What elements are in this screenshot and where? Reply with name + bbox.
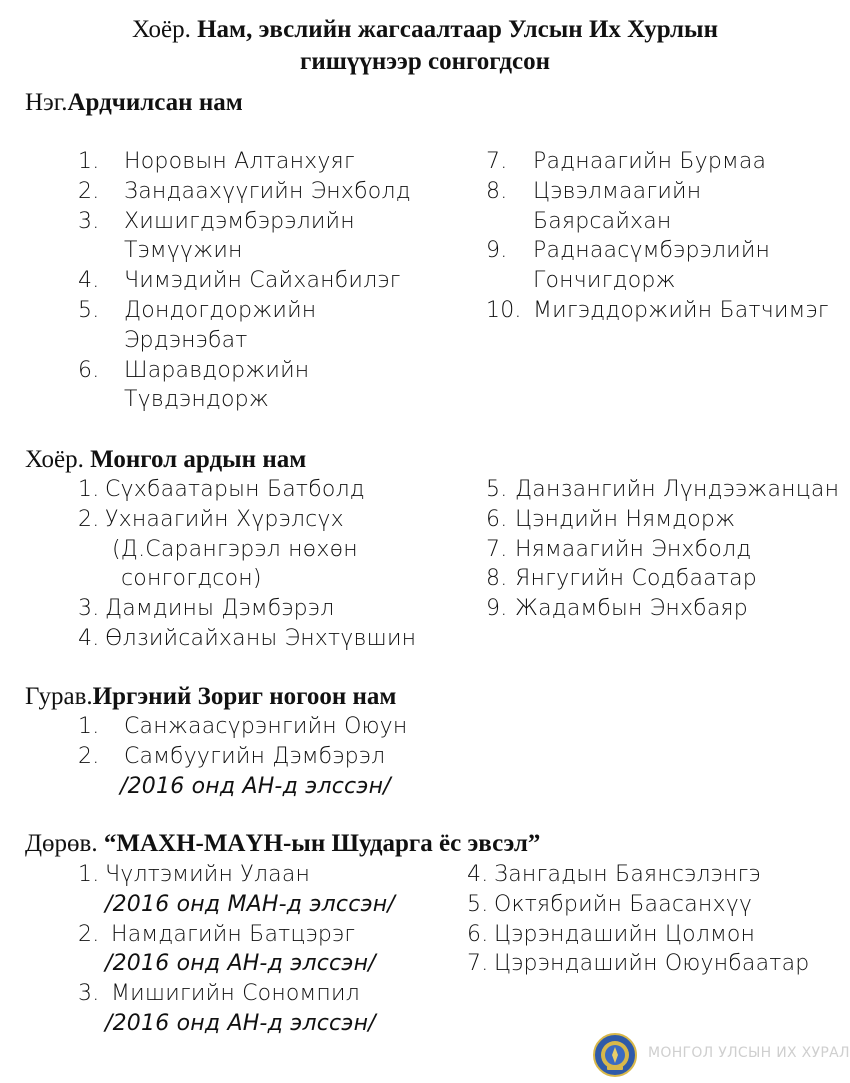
section-name: Иргэний Зориг ногоон нам bbox=[92, 683, 397, 710]
item-number: 4. bbox=[467, 862, 489, 887]
item-number: 9. bbox=[486, 238, 508, 264]
item-name: Нямаагийн Энхболд bbox=[515, 536, 752, 562]
item-name: Цэвэлмаагийн bbox=[533, 178, 702, 204]
item-number: 2. bbox=[78, 506, 100, 532]
item-name-continued: Эрдэнэбат bbox=[124, 327, 248, 353]
title-bold-line2: гишүүнээр сонгогдсон bbox=[299, 48, 550, 75]
list-item bbox=[486, 535, 839, 565]
list-item bbox=[78, 624, 416, 654]
item-number: 5. bbox=[467, 891, 489, 917]
item-name: Мишигийн Сономпил bbox=[111, 981, 360, 1007]
item-number: 2. bbox=[78, 178, 100, 204]
list-item bbox=[78, 207, 411, 267]
section-4-left-column bbox=[78, 860, 395, 1039]
item-name-continued: Баярсайхан bbox=[533, 208, 672, 234]
list-item bbox=[78, 147, 411, 177]
item-number: 3. bbox=[78, 208, 100, 234]
section-4-right-column bbox=[467, 860, 809, 979]
section-prefix: Нэг. bbox=[25, 89, 68, 116]
state-emblem-icon bbox=[592, 1032, 638, 1078]
list-item bbox=[78, 920, 395, 980]
item-name: Сүхбаатарын Батболд bbox=[105, 477, 365, 502]
item-name: Цэрэндашийн Оюунбаатар bbox=[494, 951, 810, 977]
section-prefix: Гурав. bbox=[25, 683, 93, 710]
item-name: Норовын Алтанхуяг bbox=[124, 149, 355, 174]
list-item bbox=[78, 177, 411, 207]
item-name: Данзангийн Лүндээжанцан bbox=[515, 477, 840, 502]
section-heading-mongolian-peoples-party bbox=[25, 445, 306, 475]
item-name: Октябрийн Баасанхүү bbox=[494, 891, 753, 917]
watermark-text: МОНГОЛ УЛСЫН ИХ ХУРАЛ bbox=[648, 1045, 850, 1061]
item-number: 9. bbox=[486, 596, 508, 622]
list-item bbox=[78, 712, 407, 742]
item-note: (Д.Сарангэрэл нөхөн bbox=[112, 536, 358, 562]
item-number: 8. bbox=[486, 178, 508, 204]
list-item bbox=[486, 594, 839, 624]
item-note-continued: сонгогдсон) bbox=[121, 566, 262, 592]
item-note: /2016 онд АН-д элссэн/ bbox=[105, 1010, 376, 1036]
list-item bbox=[78, 296, 411, 356]
list-item bbox=[467, 860, 809, 890]
document-title bbox=[0, 14, 850, 78]
list-item bbox=[78, 356, 411, 416]
item-name: Намдагийн Батцэрэг bbox=[111, 921, 356, 947]
item-number: 2. bbox=[78, 921, 100, 947]
item-number: 5. bbox=[78, 297, 100, 323]
item-note: /2016 онд АН-д элссэн/ bbox=[120, 773, 391, 799]
list-item bbox=[467, 890, 809, 920]
item-name: Чүлтэмийн Улаан bbox=[105, 862, 311, 887]
section-name: “МАХН-МАҮН-ын Шударга ёс эвсэл” bbox=[103, 830, 541, 857]
item-note: /2016 онд МАН-д элссэн/ bbox=[105, 891, 395, 917]
list-item bbox=[78, 594, 416, 624]
item-number: 8. bbox=[486, 566, 508, 592]
list-item bbox=[486, 177, 829, 237]
item-name: Цэрэндашийн Цолмон bbox=[494, 921, 756, 947]
section-prefix: Дөрөв. bbox=[25, 830, 98, 857]
item-number: 6. bbox=[486, 506, 508, 532]
list-item bbox=[486, 505, 839, 535]
item-number: 3. bbox=[78, 596, 100, 622]
section-2-right-column bbox=[486, 475, 839, 624]
section-3-column bbox=[78, 712, 407, 801]
item-number: 1. bbox=[78, 714, 100, 739]
item-name: Чимэдийн Сайханбилэг bbox=[124, 268, 401, 294]
item-name: Дамдины Дэмбэрэл bbox=[105, 596, 335, 622]
item-name: Шаравдоржийн bbox=[124, 357, 310, 383]
item-name: Ухнаагийн Хүрэлсүх bbox=[105, 506, 344, 532]
section-heading-justice-coalition bbox=[25, 829, 540, 859]
section-heading-civil-will-green-party bbox=[25, 682, 396, 712]
list-item bbox=[78, 860, 395, 920]
item-number: 10. bbox=[486, 297, 522, 323]
item-name: Өлзийсайханы Энхтүвшин bbox=[105, 625, 417, 651]
item-name: Зандаахүүгийн Энхболд bbox=[124, 178, 411, 204]
item-number: 1. bbox=[78, 862, 100, 887]
item-number: 3. bbox=[78, 981, 100, 1007]
list-item bbox=[486, 475, 839, 505]
list-item bbox=[78, 505, 416, 594]
item-name: Цэндийн Нямдорж bbox=[515, 506, 736, 532]
list-item bbox=[467, 920, 809, 950]
title-prefix: Хоёр. bbox=[132, 16, 191, 43]
item-name-continued: Тэмүүжин bbox=[124, 238, 243, 264]
list-item bbox=[78, 475, 416, 505]
section-name: Ардчилсан нам bbox=[67, 89, 243, 116]
item-name: Раднаасүмбэрэлийн bbox=[533, 238, 771, 264]
list-item bbox=[467, 949, 809, 979]
list-item bbox=[486, 236, 829, 296]
item-name-continued: Гончигдорж bbox=[533, 268, 676, 294]
section-1-left-column bbox=[78, 147, 411, 415]
item-name: Жадамбын Энхбаяр bbox=[515, 596, 748, 622]
item-number: 5. bbox=[486, 477, 508, 502]
item-number: 7. bbox=[467, 951, 489, 977]
item-number: 7. bbox=[486, 536, 508, 562]
item-name: Зангадын Баянсэлэнгэ bbox=[494, 862, 761, 887]
title-bold-line1: Нам, эвслийн жагсаалтаар Улсын Их Хурлын bbox=[197, 16, 718, 43]
item-number: 1. bbox=[78, 477, 100, 502]
section-name: Монгол ардын нам bbox=[90, 446, 307, 473]
section-prefix: Хоёр. bbox=[25, 446, 84, 473]
item-name: Дондогдоржийн bbox=[124, 297, 317, 323]
item-number: 7. bbox=[486, 149, 508, 174]
item-number: 6. bbox=[78, 357, 100, 383]
item-number: 4. bbox=[78, 625, 100, 651]
item-name: Янгугийн Содбаатар bbox=[515, 566, 757, 592]
list-item bbox=[486, 296, 829, 326]
list-item bbox=[78, 979, 395, 1039]
section-2-left-column bbox=[78, 475, 416, 654]
section-1-right-column bbox=[486, 147, 829, 326]
list-item bbox=[78, 742, 407, 802]
item-name: Раднаагийн Бурмаа bbox=[533, 149, 767, 174]
list-item bbox=[78, 266, 411, 296]
item-number: 4. bbox=[78, 268, 100, 294]
item-number: 1. bbox=[78, 149, 100, 174]
item-name-continued: Түвдэндорж bbox=[124, 387, 270, 413]
item-name: Хишигдэмбэрэлийн bbox=[124, 208, 355, 234]
section-heading-democratic-party bbox=[25, 88, 243, 118]
list-item bbox=[486, 564, 839, 594]
list-item bbox=[486, 147, 829, 177]
item-name: Санжаасүрэнгийн Оюун bbox=[124, 714, 408, 739]
item-name: Самбуугийн Дэмбэрэл bbox=[124, 743, 386, 769]
item-name: Мигэддоржийн Батчимэг bbox=[533, 297, 829, 323]
item-number: 6. bbox=[467, 921, 489, 947]
item-note: /2016 онд АН-д элссэн/ bbox=[105, 951, 376, 977]
item-number: 2. bbox=[78, 743, 100, 769]
